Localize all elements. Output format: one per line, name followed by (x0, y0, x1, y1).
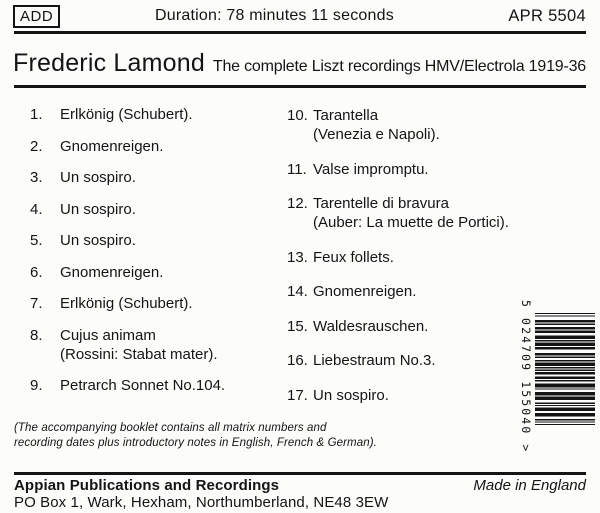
track-text (313, 351, 522, 370)
track-text (60, 231, 282, 250)
track-item (30, 294, 282, 313)
barcode-digits: 5 024709 155040 > (519, 300, 533, 454)
track-title: Erlkönig (Schubert). (60, 295, 193, 312)
artist-name: Frederic Lamond (13, 49, 205, 77)
tracklist-right-column (287, 106, 522, 420)
track-subtitle: (Venezia e Napoli). (313, 126, 440, 143)
title-divider (14, 85, 586, 88)
track-number: 2. (30, 137, 43, 155)
header-divider (14, 31, 586, 34)
track-title: Un sospiro. (313, 386, 389, 404)
track-item (287, 386, 522, 405)
tracklist-left-column (30, 105, 282, 408)
track-item (287, 351, 522, 370)
track-text (313, 317, 522, 336)
track-number: 10. (287, 107, 308, 124)
track-title: Petrarch Sonnet No.104. (60, 377, 226, 394)
catalog-number: APR 5504 (508, 7, 586, 25)
add-format-badge (13, 5, 60, 28)
track-title: Feux follets. (313, 248, 394, 266)
track-title: Un sospiro. (60, 169, 136, 186)
track-number: 17. (287, 386, 308, 404)
track-number: 1. (30, 106, 43, 123)
track-title: Gnomenreigen. (60, 263, 164, 281)
track-text (313, 106, 522, 144)
track-title: Gnomenreigen. (60, 137, 164, 155)
barcode (518, 300, 598, 454)
track-text (60, 200, 282, 219)
track-title: Gnomenreigen. (313, 283, 417, 300)
track-item (287, 194, 522, 232)
track-text (60, 105, 282, 124)
track-title: Waldesrauschen. (313, 317, 429, 335)
track-item (30, 200, 282, 219)
barcode-bars (535, 313, 595, 425)
track-title: Tarantella (313, 107, 379, 124)
track-item (287, 282, 522, 301)
track-text (313, 160, 522, 179)
track-number: 8. (30, 326, 43, 344)
track-number: 3. (30, 169, 43, 186)
add-format-label: ADD (20, 8, 54, 25)
track-number: 11. (287, 160, 307, 178)
track-item (287, 317, 522, 336)
album-title: The complete Liszt recordings HMV/Electrola 1919-36 (212, 58, 586, 75)
track-text (60, 137, 282, 156)
track-item (30, 376, 282, 395)
track-title: Liebestraum No.3. (313, 352, 436, 369)
track-title: Cujus animam (60, 326, 156, 344)
track-text (60, 168, 282, 187)
track-text (313, 386, 522, 405)
track-text (313, 282, 522, 301)
track-subtitle: (Rossini: Stabat mater). (60, 345, 218, 363)
track-title: Erlkönig (Schubert). (60, 106, 193, 123)
track-number: 9. (30, 377, 43, 394)
track-item (30, 231, 282, 250)
track-text (313, 194, 522, 232)
track-number: 6. (30, 263, 43, 281)
track-item (30, 326, 282, 364)
track-title: Tarentelle di bravura (313, 195, 449, 212)
track-number: 16. (287, 352, 308, 369)
track-number: 7. (30, 295, 43, 312)
track-item (287, 248, 522, 267)
track-item (30, 137, 282, 156)
track-text (60, 263, 282, 282)
track-number: 15. (287, 317, 308, 335)
track-item (287, 160, 522, 179)
track-number: 5. (30, 232, 43, 249)
publisher-name: Appian Publications and Recordings (14, 477, 280, 494)
duration-text: Duration: 78 minutes 11 seconds (155, 7, 394, 24)
track-number: 14. (287, 283, 308, 300)
track-text (313, 248, 522, 267)
track-number: 12. (287, 195, 308, 212)
track-item (30, 263, 282, 282)
track-number: 13. (287, 248, 308, 266)
booklet-note-line1: (The accompanying booklet contains all matrix numbers and (14, 422, 327, 434)
footer-divider (14, 472, 586, 475)
track-item (287, 106, 522, 144)
booklet-note-line2: recording dates plus introductory notes in English, French & German). (14, 436, 377, 449)
booklet-note (14, 421, 377, 450)
track-title: Valse impromptu. (313, 160, 429, 178)
track-subtitle: (Auber: La muette de Portici). (313, 214, 509, 231)
track-text (60, 326, 282, 364)
track-text (60, 376, 282, 395)
track-title: Un sospiro. (60, 200, 136, 218)
track-item (30, 168, 282, 187)
track-text (60, 294, 282, 313)
made-in-text: Made in England (473, 477, 586, 494)
track-item (30, 105, 282, 124)
track-title: Un sospiro. (60, 232, 136, 249)
track-number: 4. (30, 200, 43, 218)
publisher-address: PO Box 1, Wark, Hexham, Northumberland, NE48 3EW (14, 494, 389, 511)
